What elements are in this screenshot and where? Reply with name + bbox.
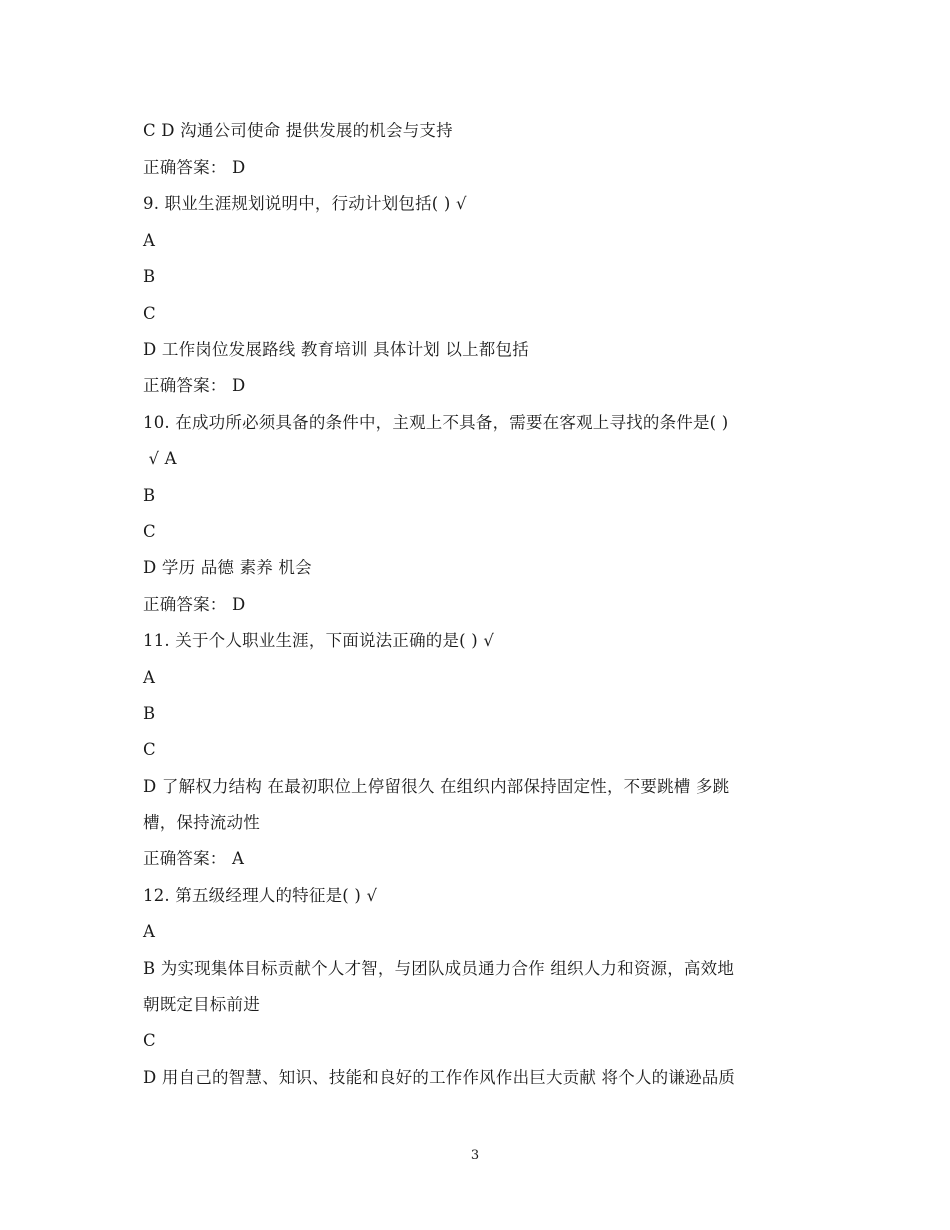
question-line: 10. 在成功所必须具备的条件中，主观上不具备，需要在客观上寻找的条件是( )	[143, 413, 729, 432]
option-line: C	[143, 304, 156, 323]
option-line: A	[143, 922, 156, 941]
option-line: C	[143, 522, 156, 541]
answer-line: 正确答案： D	[143, 595, 246, 614]
text-line: √ A	[143, 449, 177, 468]
option-line: D 了解权力结构 在最初职位上停留很久 在组织内部保持固定性，不要跳槽 多跳	[143, 777, 730, 796]
option-line: B	[143, 267, 156, 286]
option-line: D 工作岗位发展路线 教育培训 具体计划 以上都包括	[143, 340, 529, 359]
question-line: 12. 第五级经理人的特征是( ) √	[143, 886, 378, 905]
option-line: D 用自己的智慧、知识、技能和良好的工作作风作出巨大贡献 将个人的谦逊品质	[143, 1068, 736, 1087]
text-line: C D 沟通公司使命 提供发展的机会与支持	[143, 121, 453, 140]
option-line: C	[143, 1031, 156, 1050]
answer-line: 正确答案： A	[143, 849, 245, 868]
option-line: A	[143, 231, 156, 250]
option-line: B 为实现集体目标贡献个人才智，与团队成员通力合作 组织人力和资源，高效地	[143, 959, 735, 978]
text-line: 槽，保持流动性	[143, 813, 260, 832]
page-number: 3	[470, 1148, 480, 1163]
option-line: A	[143, 668, 156, 687]
option-line: B	[143, 486, 156, 505]
answer-line: 正确答案： D	[143, 376, 246, 395]
question-line: 11. 关于个人职业生涯，下面说法正确的是( ) √	[143, 631, 495, 650]
option-line: B	[143, 704, 156, 723]
option-line: C	[143, 740, 156, 759]
option-line: D 学历 品德 素养 机会	[143, 558, 312, 577]
question-line: 9. 职业生涯规划说明中，行动计划包括( ) √	[143, 194, 467, 213]
answer-line: 正确答案： D	[143, 158, 246, 177]
text-line: 朝既定目标前进	[143, 995, 260, 1014]
